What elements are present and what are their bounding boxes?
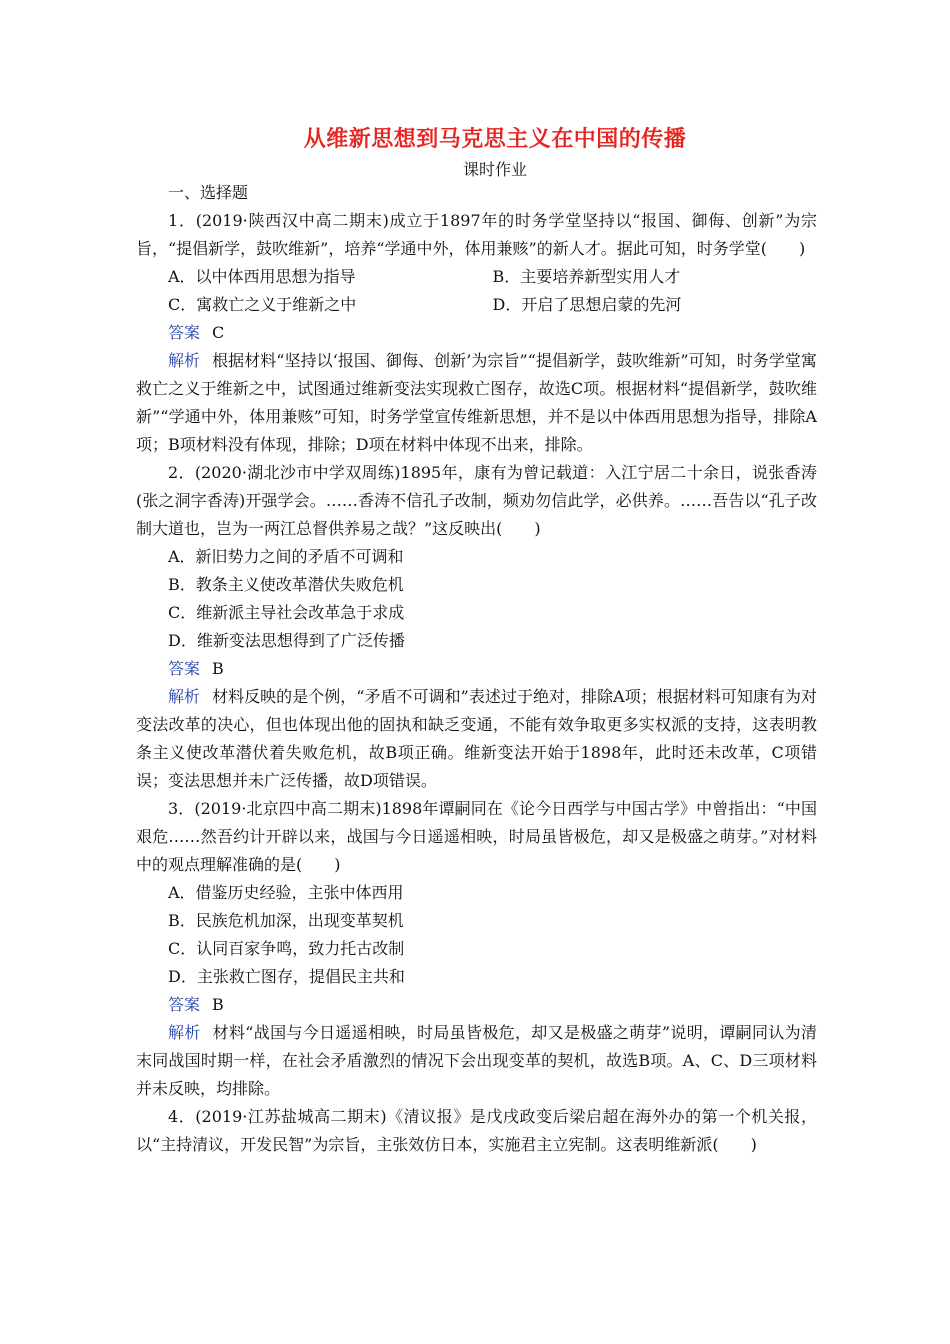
page-title: 从维新思想到马克思主义在中国的传播 xyxy=(303,127,687,152)
question-3-answer xyxy=(136,991,817,1019)
question-2-stem: 2．(2020·湖北沙市中学双周练)1895年，康有为曾记载道：入江宁居二十余日，说张香涛(张之洞字香涛)开强学会。……香涛不信孔子改制，频劝勿信此学，必供养。……吾告以“孔子改制大道也，岂为一两江总督供养易之哉？”这反映出( ) xyxy=(136,463,817,538)
analysis-text: 材料“战国与今日遥遥相映，时局虽皆极危，却又是极盛之萌芽”说明，谭嗣同认为清末同战国时期一样，在社会矛盾激烈的情况下会出现变革的契机，故选B项。A、C、D三项材料并未反映，均排除。 xyxy=(136,1023,817,1098)
question-3-option-b: B．民族危机加深，出现变革契机 xyxy=(168,911,404,930)
analysis-label: 解析 xyxy=(168,1023,201,1042)
question-1-options-row-1 xyxy=(136,263,817,291)
question-1-answer xyxy=(136,319,817,347)
analysis-text: 根据材料“坚持以‘报国、御侮、创新’为宗旨”“提倡新学，鼓吹维新”可知，时务学堂寓救亡之义于维新之中，试图通过维新变法实现救亡图存，故选C项。根据材料“提倡新学，鼓吹维新”“学通中外，体用兼赅”可知，时务学堂宣传维新思想，并不是以中体西用思想为指导，排除A项；B项材料没有体现，排除；D项在材料中体现不出来，排除。 xyxy=(136,351,817,454)
section-heading: 一、选择题 xyxy=(168,183,249,202)
answer-label: 答案 xyxy=(168,995,201,1014)
question-1-stem: 1．(2019·陕西汉中高二期末)成立于1897年的时务学堂坚持以“报国、御侮、创新”为宗旨，“提倡新学，鼓吹维新”，培养“学通中外，体用兼赅”的新人才。据此可知，时务学堂( ) xyxy=(136,211,817,258)
document-body xyxy=(136,179,817,1159)
question-1-option-d: D．开启了思想启蒙的先河 xyxy=(492,295,682,314)
answer-label: 答案 xyxy=(168,323,201,342)
question-1-option-a: A．以中体西用思想为指导 xyxy=(168,267,356,286)
question-3-option-c: C．认同百家争鸣，致力托古改制 xyxy=(168,939,405,958)
answer-label: 答案 xyxy=(168,659,201,678)
answer-value: B xyxy=(212,659,224,678)
question-3-option-a: A．借鉴历史经验，主张中体西用 xyxy=(168,883,404,902)
question-2-option-a: A．新旧势力之间的矛盾不可调和 xyxy=(168,547,404,566)
question-2-answer xyxy=(136,655,817,683)
question-1-option-c: C．寓救亡之义于维新之中 xyxy=(168,295,357,314)
analysis-label: 解析 xyxy=(168,687,201,706)
question-2-option-c: C．维新派主导社会改革急于求成 xyxy=(168,603,405,622)
page-subtitle: 课时作业 xyxy=(462,160,527,179)
question-3-analysis xyxy=(136,1019,817,1103)
question-3-stem: 3．(2019·北京四中高二期末)1898年谭嗣同在《论今日西学与中国古学》中曾指出：“中国艰危……然吾约计开辟以来，战国与今日遥遥相映，时局虽皆极危，却又是极盛之萌芽。”对材料中的观点理解准确的是( ) xyxy=(136,799,817,874)
analysis-label: 解析 xyxy=(168,351,201,370)
question-2-option-b: B．教条主义使改革潜伏失败危机 xyxy=(168,575,404,594)
analysis-text: 材料反映的是个例，“矛盾不可调和”表述过于绝对，排除A项；根据材料可知康有为对变法改革的决心，但也体现出他的固执和缺乏变通，不能有效争取更多实权派的支持，这表明教条主义使改革潜伏着失败危机，故B项正确。维新变法开始于1898年，此时还未改革，C项错误；变法思想并未广泛传播，故D项错误。 xyxy=(136,687,817,790)
question-1-option-b: B．主要培养新型实用人才 xyxy=(492,267,681,286)
question-3-option-d: D．主张救亡图存，提倡民主共和 xyxy=(168,967,405,986)
question-2-option-d: D．维新变法思想得到了广泛传播 xyxy=(168,631,405,650)
question-1-options-row-2 xyxy=(136,291,817,319)
question-4-stem: 4．(2019·江苏盐城高二期末)《清议报》是戊戌政变后梁启超在海外办的第一个机关报，以“主持清议，开发民智”为宗旨，主张效仿日本，实施君主立宪制。这表明维新派( ) xyxy=(136,1107,817,1154)
question-2-analysis xyxy=(136,683,817,795)
answer-value: B xyxy=(212,995,224,1014)
question-1-analysis xyxy=(136,347,817,459)
answer-value: C xyxy=(212,323,225,342)
